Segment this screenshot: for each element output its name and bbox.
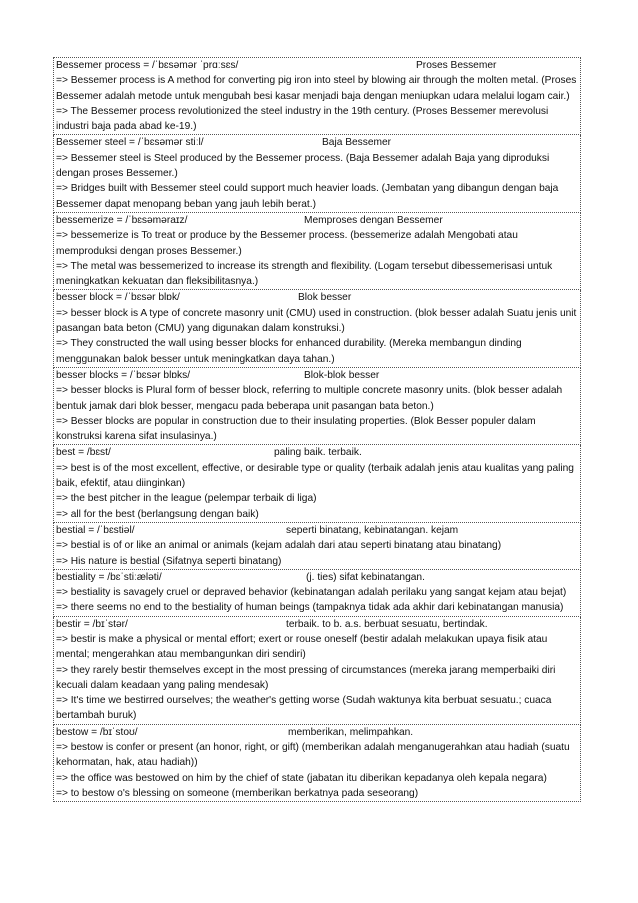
dictionary-entry <box>53 445 581 522</box>
example-sentence: => the best pitcher in the league (pelempar terbaik di liga) <box>56 493 317 505</box>
headword-pronunciation: bessemerize = /ˈbɛsəməraɪz/ <box>56 214 188 226</box>
example-sentence: => The metal was bessemerized to increase its strength and flexibility. (Logam tersebut dibessemerisasi untuk meningkatkan kekuatan dan fleksibilitasnya.) <box>56 260 553 288</box>
dictionary-entry <box>53 570 581 617</box>
example-sentence: => bestiality is savagely cruel or depraved behavior (kebinatangan adalah perilaku yang sangat kejam atau bejat) <box>56 587 567 599</box>
dictionary-entry <box>53 617 581 725</box>
example-sentence: => best is of the most excellent, effective, or desirable type or quality (terbaik adalah jenis atau kualitas yang paling baik, efektif, atau diinginkan) <box>56 462 574 490</box>
headword-translation: Baja Bessemer <box>322 137 392 149</box>
example-sentence: => all for the best (berlangsung dengan baik) <box>56 508 259 520</box>
headword-pronunciation: best = /bɛst/ <box>56 447 111 459</box>
example-sentence: => Bessemer steel is Steel produced by the Bessemer process. (Baja Bessemer adalah Baja yang diproduksi dengan proses Bessemer.) <box>56 152 550 180</box>
example-sentence: => The Bessemer process revolutionized the steel industry in the 19th century. (Proses Bessemer merevolusi industri baja pada abad ke-19.) <box>56 105 549 133</box>
headword-translation: terbaik. to b. a.s. berbuat sesuatu, bertindak. <box>286 618 488 630</box>
example-sentence: => there seems no end to the bestiality of human beings (tampaknya tidak ada akhir dari kebinatangan manusia) <box>56 602 564 614</box>
dictionary-entry <box>53 725 581 802</box>
headword-pronunciation: bestow = /bɪˈstoʊ/ <box>56 726 138 738</box>
headword-pronunciation: bestial = /ˈbɛstiəl/ <box>56 524 135 536</box>
entry-header <box>56 445 580 460</box>
example-sentence: => bessemerize is To treat or produce by the Bessemer process. (bessemerize adalah Mengobati atau memproduksi dengan proses Bessemer.) <box>56 230 518 257</box>
example-sentence: => they rarely bestir themselves except in the most pressing of circumstances (mereka jarang memperbaiki diri kecuali dalam keadaan yang paling mendesak) <box>56 664 556 691</box>
example-sentence: => bestow is confer or present (an honor, right, or gift) (memberikan adalah menganugerahkan atau hadiah (suatu kehormatan, hak, atau hadiah)) <box>56 742 570 769</box>
dictionary-entry <box>53 135 581 212</box>
entry-header <box>56 725 580 740</box>
headword-translation: Blok-blok besser <box>304 369 380 381</box>
example-sentence: => bestial is of or like an animal or animals (kejam adalah dari atau seperti binatang atau binatang) <box>56 540 502 552</box>
headword-translation: paling baik. terbaik. <box>274 447 362 459</box>
example-sentence: => to bestow o's blessing on someone (memberikan berkatnya pada seseorang) <box>56 787 419 799</box>
example-sentence: => bestir is make a physical or mental effort; exert or rouse oneself (bestir adalah melakukan upaya fisik atau mental; mengerahkan atau membangunkan diri sendiri) <box>56 633 548 661</box>
dictionary-entry <box>53 57 581 135</box>
example-sentence: => They constructed the wall using besser blocks for enhanced durability. (Mereka membangun dinding menggunakan balok besser untuk meningkatkan daya tahan.) <box>56 338 522 365</box>
headword-translation: (j. ties) sifat kebinatangan. <box>306 571 425 583</box>
headword-pronunciation: besser blocks = /ˈbɛsər blɒks/ <box>56 369 191 381</box>
entry-header <box>56 570 580 585</box>
headword-translation: seperti binatang, kebinatangan. kejam <box>286 524 459 536</box>
headword-translation: memberikan, melimpahkan. <box>288 726 414 738</box>
example-sentence: => the office was bestowed on him by the chief of state (jabatan itu diberikan kepadanya oleh kepala negara) <box>56 772 547 784</box>
example-sentence: => His nature is bestial (Sifatnya seperti binatang) <box>56 555 282 567</box>
headword-pronunciation: besser block = /ˈbɛsər blɒk/ <box>56 292 180 304</box>
dictionary-document <box>53 57 581 802</box>
dictionary-entry <box>53 523 581 570</box>
example-sentence: => Bridges built with Bessemer steel could support much heavier loads. (Jembatan yang dibangun dengan baja Bessemer dapat menopang beban yang jauh lebih berat.) <box>56 183 559 210</box>
example-sentence: => besser block is A type of concrete masonry unit (CMU) used in construction. (blok besser adalah Suatu jenis unit pasangan bata beton (CMU) yang digunakan dalam konstruksi.) <box>56 307 577 335</box>
example-sentence: => Besser blocks are popular in construction due to their insulating properties. (Blok Besser populer dalam konstruksi karena sifat insulasinya.) <box>56 415 536 443</box>
dictionary-entry <box>53 213 581 290</box>
headword-translation: Blok besser <box>298 292 352 304</box>
entry-header <box>56 617 580 632</box>
headword-pronunciation: Bessemer steel = /ˈbɛsəmər stiːl/ <box>56 137 204 149</box>
entry-header <box>56 523 580 538</box>
entry-header <box>56 58 580 73</box>
entry-header <box>56 213 580 228</box>
dictionary-entry <box>53 368 581 445</box>
entry-header <box>56 368 580 383</box>
headword-pronunciation: bestiality = /bɛˈstiːæləti/ <box>56 571 162 583</box>
example-sentence: => Bessemer process is A method for converting pig iron into steel by blowing air through the molten metal. (Proses Bessemer adalah metode untuk mengubah besi kasar menjadi baja dengan meniupkan udara melalui logam cair.) <box>56 75 577 102</box>
headword-translation: Proses Bessemer <box>416 60 497 71</box>
headword-pronunciation: Bessemer process = /ˈbɛsəmər ˈprɑːsɛs/ <box>56 60 239 71</box>
example-sentence: => It's time we bestirred ourselves; the weather's getting worse (Sudah waktunya kita berbuat sesuatu.; cuaca bertambah buruk) <box>56 695 552 722</box>
headword-translation: Memproses dengan Bessemer <box>304 214 443 226</box>
entry-header <box>56 135 580 150</box>
headword-pronunciation: bestir = /bɪˈstər/ <box>56 618 128 630</box>
entry-header <box>56 290 580 305</box>
example-sentence: => besser blocks is Plural form of besser block, referring to multiple concrete masonry units. (blok besser adalah bentuk jamak dari blok besser, mengacu pada beberapa unit pasangan bata beton.) <box>56 385 563 412</box>
dictionary-entry <box>53 290 581 367</box>
